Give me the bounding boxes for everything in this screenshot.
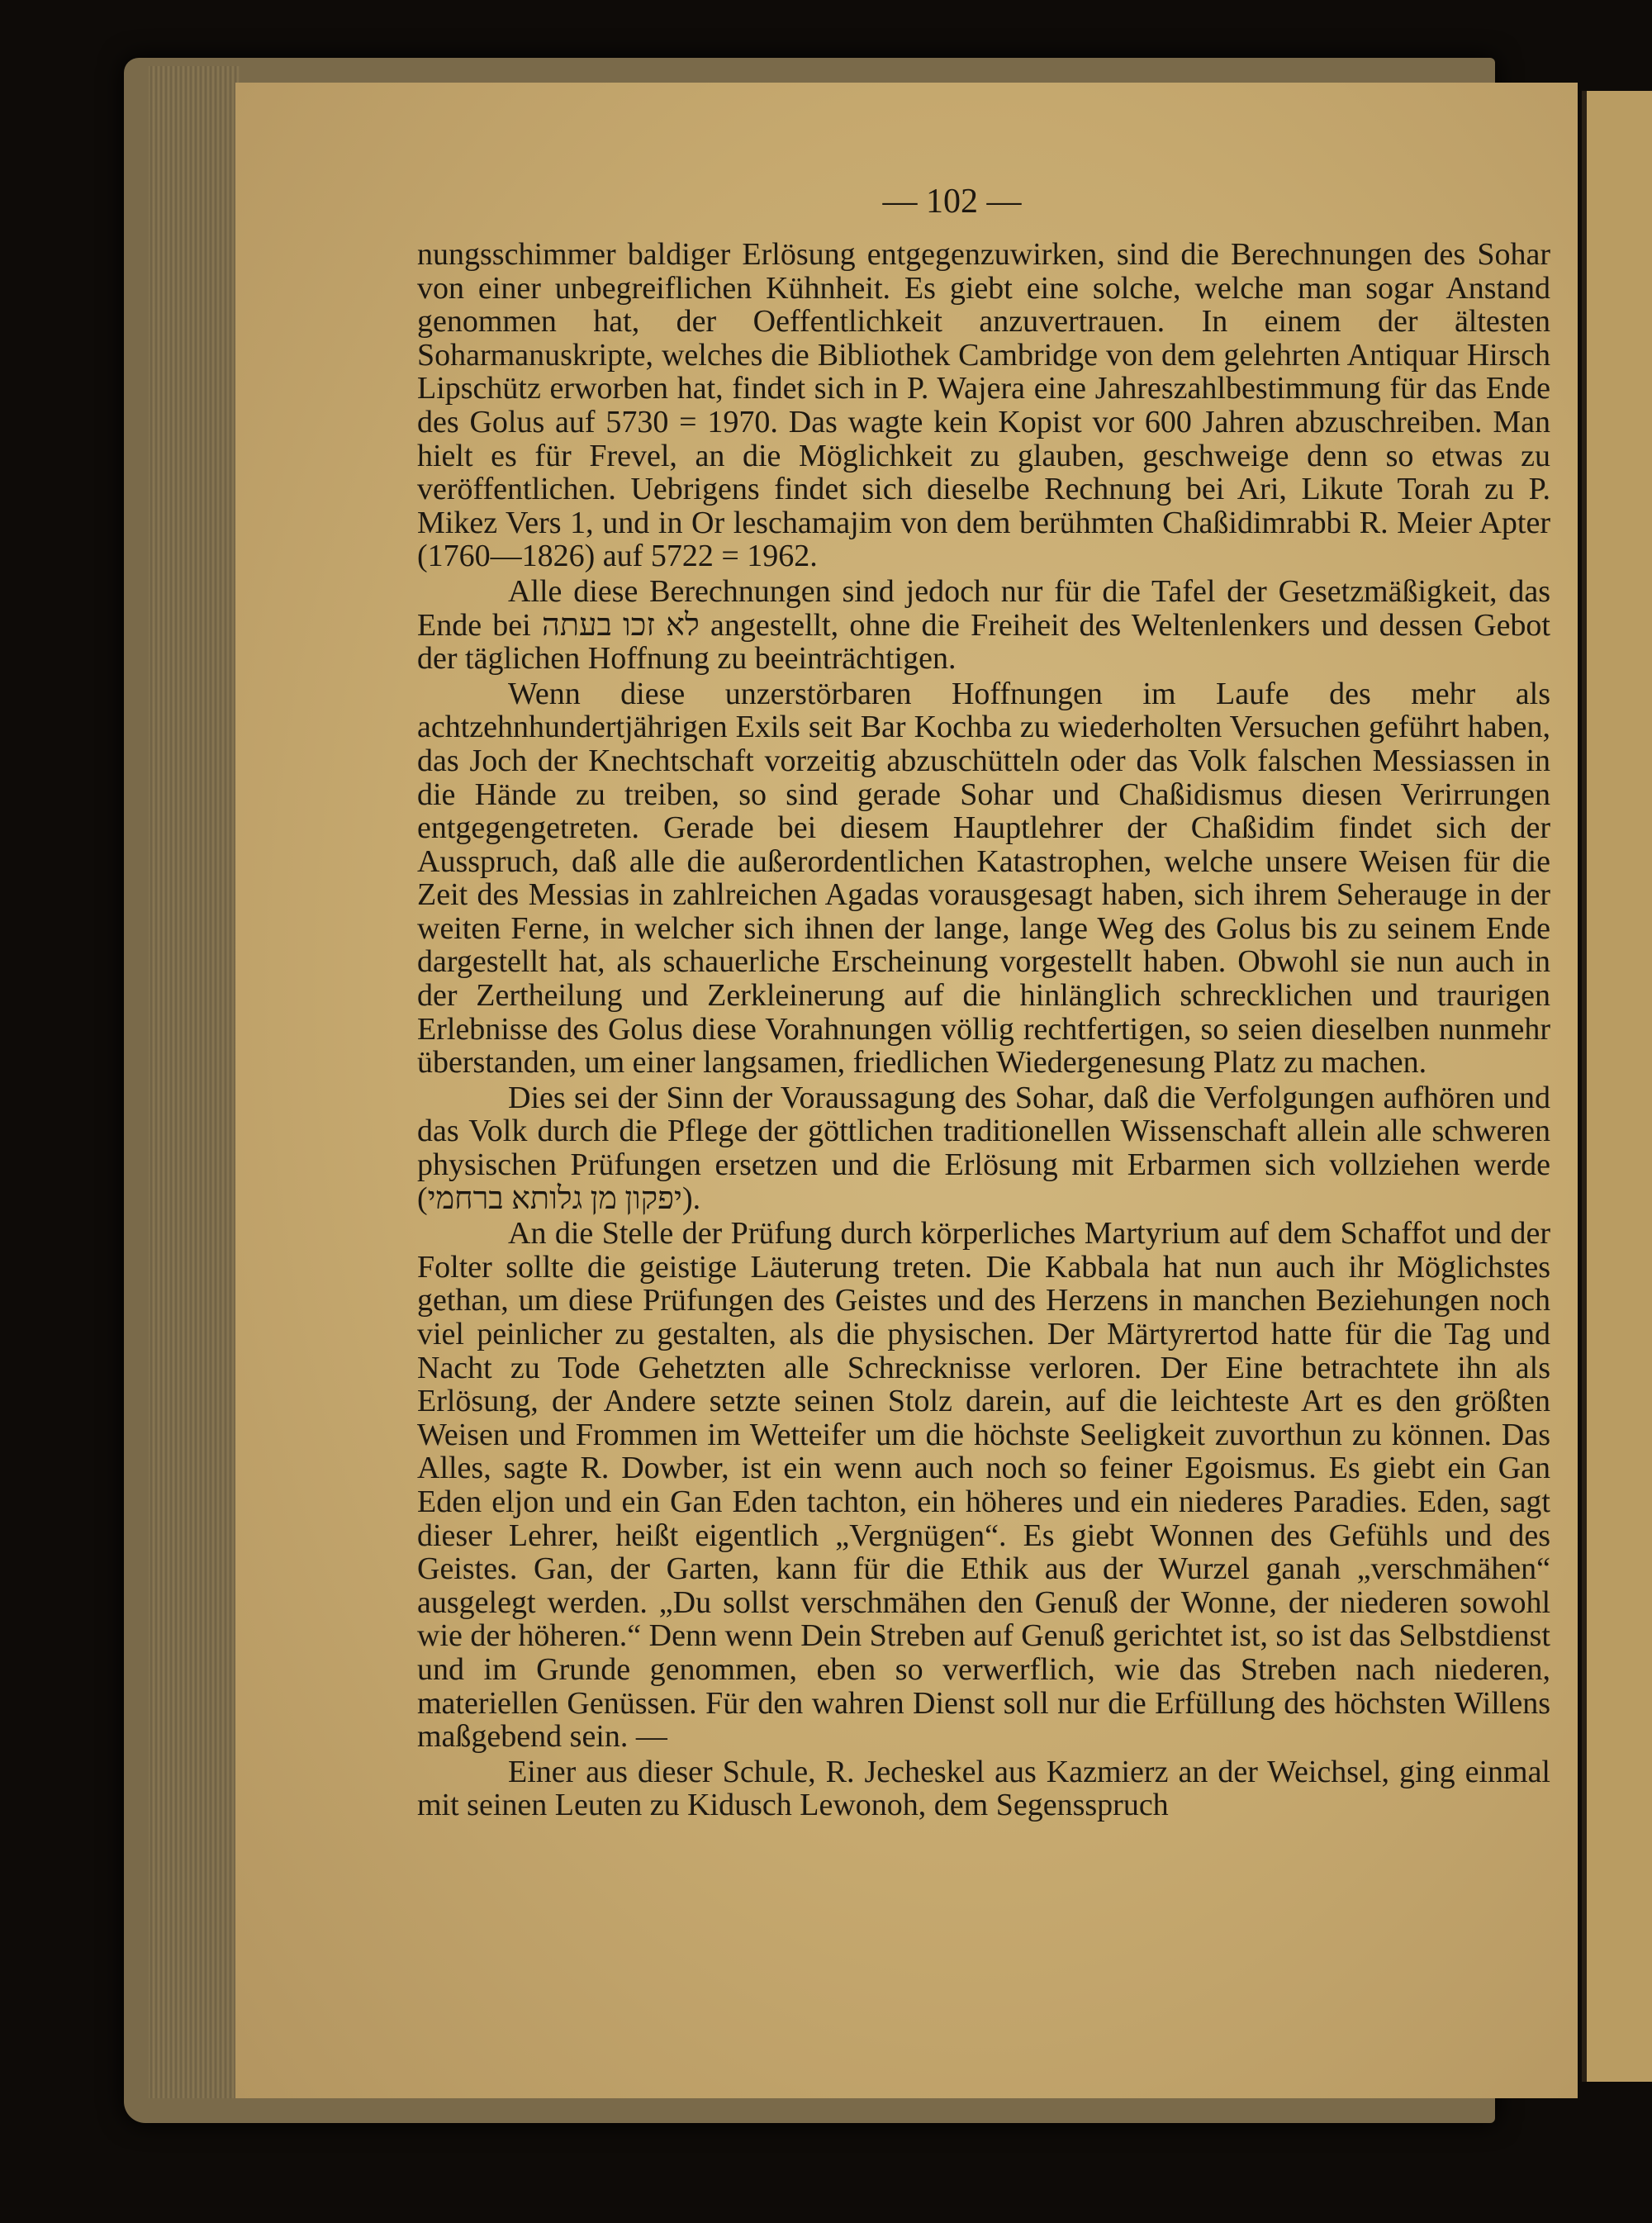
paragraph: nungsschimmer baldiger Erlösung entgegenzuwirken, sind die Berechnungen des Sohar von einer unbegreiflichen Kühnheit. Es giebt eine solche, welche man sogar Anstand genommen hat, der Oeffentlichkeit anzuvertrauen. In einem der ältesten Soharmanuskripte, welches die Bibliothek Cambridge von dem gelehrten Antiquar Hirsch Lipschütz erworben hat, findet sich in P. Wajera eine Jahreszahlbestimmung für das Ende des Golus auf 5730 = 1970. Das wagte kein Kopist vor 600 Jahren abzuschreiben. Man hielt es für Frevel, an die Möglichkeit zu glauben, geschweige denn so etwas zu veröffentlichen. Uebrigens findet sich dieselbe Rechnung bei Ari, Likute Torah zu P. Mikez Vers 1, und in Or leschamajim von dem berühmten Chaßidimrabbi R. Meier Apter (1760—1826) auf 5722 = 1962. <box>417 237 1550 574</box>
page-number: — 102 — <box>882 183 1022 221</box>
book-page <box>235 83 1578 2098</box>
next-page-edge <box>1582 91 1652 2082</box>
page-stack <box>149 66 240 2098</box>
paragraph: Einer aus dieser Schule, R. Jecheskel aus Kazmierz an der Weichsel, ging einmal mit seinen Leuten zu Kidusch Lewonoh, dem Segensspruch <box>417 1754 1550 1823</box>
paragraph: An die Stelle der Prüfung durch körperliches Martyrium auf dem Schaffot und der Folter sollte die geistige Läuterung treten. Die Kabbala hat nun auch ihr Möglichstes gethan, um diese Prüfungen des Geistes und des Herzens in manchen Beziehungen noch viel peinlicher zu gestalten, als die physischen. Der Märtyrertod hatte für die Tag und Nacht zu Tode Gehetzten alle Schrecknisse verloren. Der Eine betrachtete ihn als Erlösung, der Andere setzte seinen Stolz darein, auf die leichteste Art es den größten Weisen und Frommen im Wetteifer um die höchste Seeligkeit zuvorthun zu können. Das Alles, sagte R. Dowber, ist ein wenn auch noch so feiner Egoismus. Es giebt ein Gan Eden eljon und ein Gan Eden tachton, ein höheres und ein niederes Paradies. Eden, sagt dieser Lehrer, heißt eigentlich „Vergnügen“. Es giebt Wonnen des Gefühls und des Geistes. Gan, der Garten, kann für die Ethik aus der Wurzel ganah „verschmähen“ ausgelegt werden. „Du sollst verschmähen den Genuß der Wonne, der niederen sowohl wie der höheren.“ Denn wenn Dein Streben auf Genuß gerichtet ist, so ist das Selbstdienst und im Grunde genommen, eben so verwerflich, wie das Streben nach niederen, materiellen Genüssen. Für den wahren Dienst soll nur die Erfüllung des höchsten Willens maßgebend sein. — <box>417 1216 1550 1755</box>
paragraph: Dies sei der Sinn der Voraussagung des Sohar, daß die Verfolgungen aufhören und das Volk durch die Pflege der göttlichen traditionellen Wissenschaft allein alle schweren physischen Prüfungen ersetzen und die Erlösung mit Erbarmen sich vollziehen werde (יפקון מן גלותא ברחמי). <box>417 1080 1550 1216</box>
paragraph: Alle diese Berechnungen sind jedoch nur für die Tafel der Gesetzmäßigkeit, das Ende bei לא זכו בעתה angestellt, ohne die Freiheit des Weltenlenkers und dessen Gebot der täglichen Hoffnung zu beeinträchtigen. <box>417 573 1550 677</box>
body-text <box>417 238 1550 1822</box>
paragraph: Wenn diese unzerstörbaren Hoffnungen im Laufe des mehr als achtzehnhundertjährigen Exils seit Bar Kochba zu wiederholten Versuchen geführt haben, das Joch der Knechtschaft vorzeitig abzuschütteln oder das Volk falschen Messiassen in die Hände zu treiben, so sind gerade Sohar und Chaßidismus diesen Verirrungen entgegengetreten. Gerade bei diesem Hauptlehrer der Chaßidim findet sich der Ausspruch, daß alle die außerordentlichen Katastrophen, welche unsere Weisen für die Zeit des Messias in zahlreichen Agadas vorausgesagt haben, sich ihrem Seherauge in der weiten Ferne, in welcher sich ihnen der lange, lange Weg des Golus bis zu seinem Ende dargestellt hat, als schauerliche Erscheinung vorgestellt haben. Obwohl sie nun auch in der Zertheilung und Zerkleinerung auf die hinlänglich schrecklichen und traurigen Erlebnisse des Golus diese Vorahnungen völlig rechtfertigen, so seien dieselben nunmehr überstanden, um einer langsamen, friedlichen Wiedergenesung Platz zu machen. <box>417 676 1550 1081</box>
